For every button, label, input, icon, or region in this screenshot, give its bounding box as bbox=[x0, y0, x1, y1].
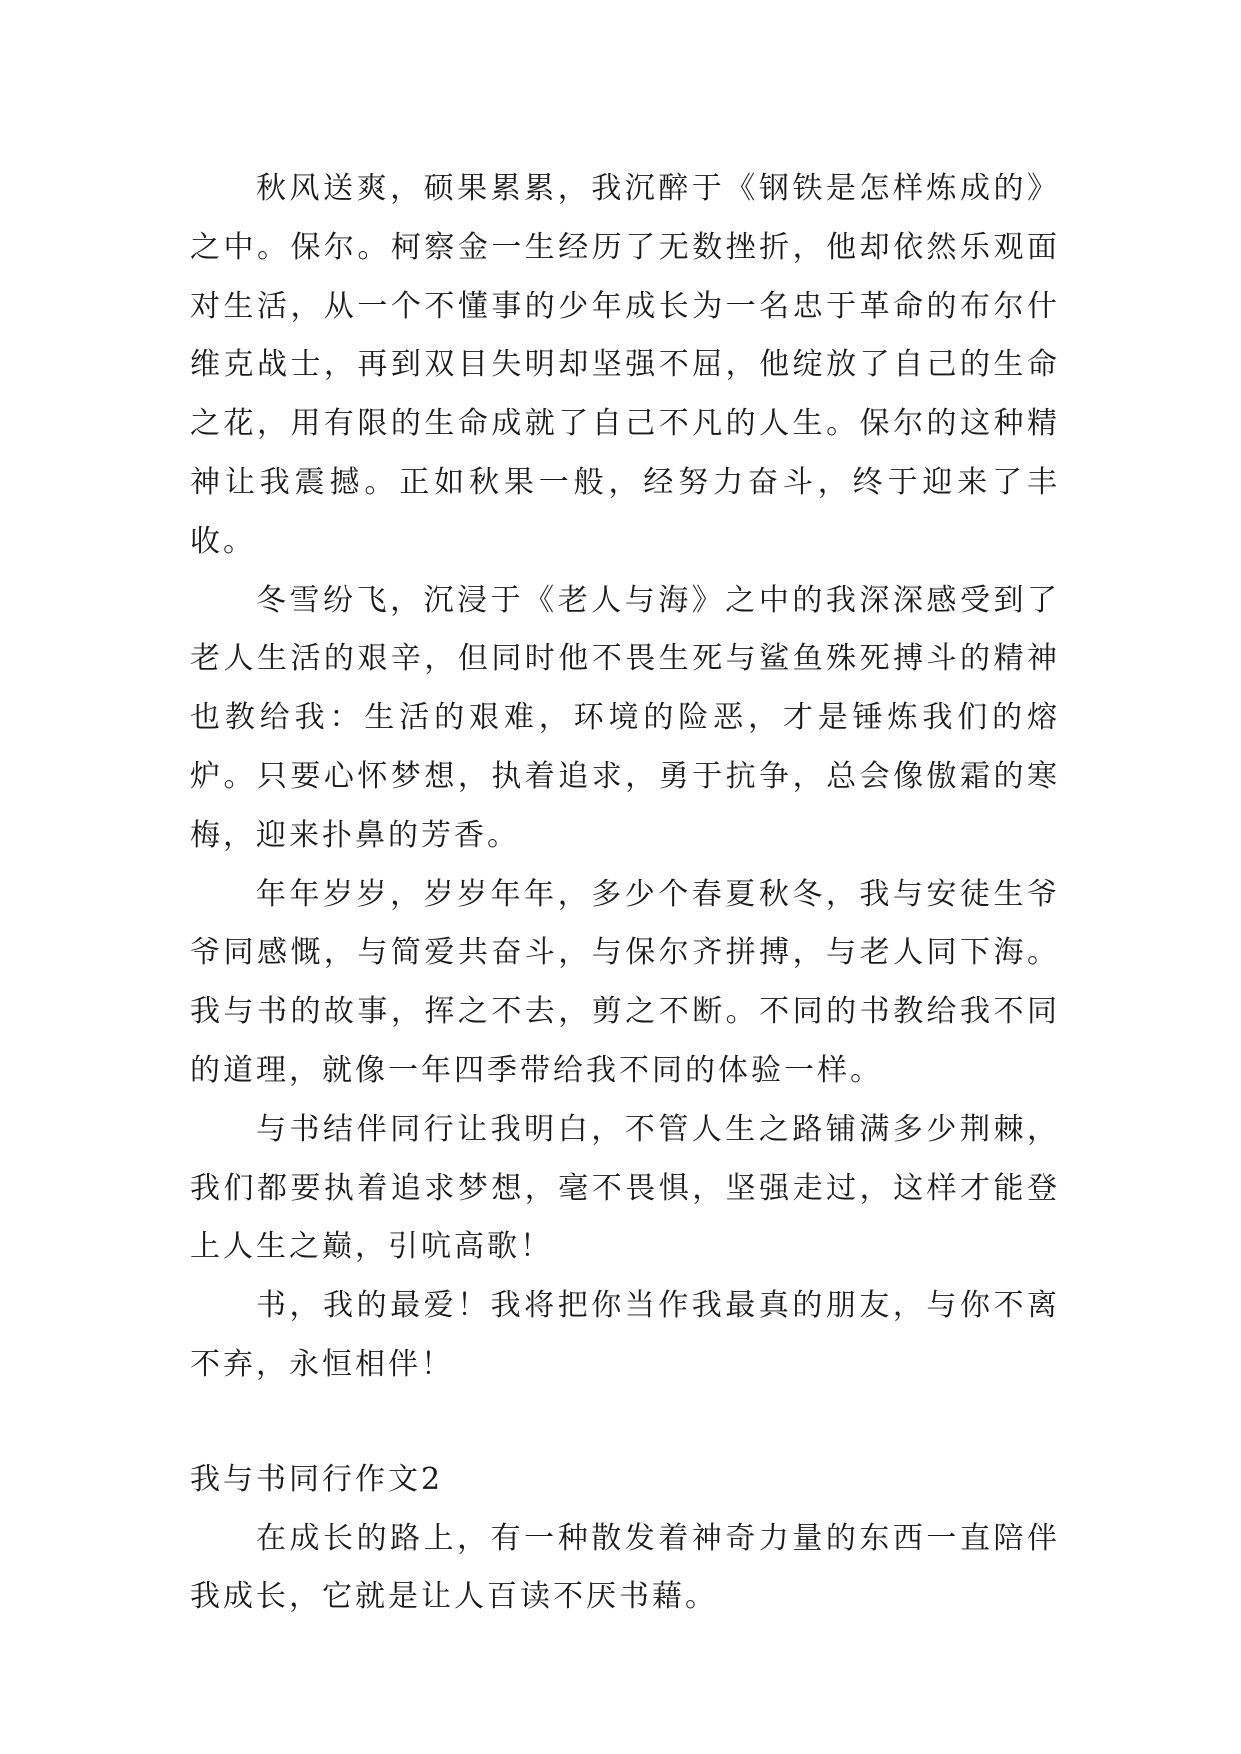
paragraph: 冬雪纷飞，沉浸于《老人与海》之中的我深深感受到了老人生活的艰辛，但同时他不畏生死与鲨鱼殊死搏斗的精神也教给我：生活的艰难，环境的险恶，才是锤炼我们的熔炉。只要心怀梦想，执着追求，勇于抗争，总会像傲霜的寒梅，迎来扑鼻的芳香。 bbox=[190, 582, 1060, 853]
paragraph: 在成长的路上，有一种散发着神奇力量的东西一直陪伴我成长，它就是让人百读不厌书藉。 bbox=[190, 1520, 1060, 1615]
paragraph: 年年岁岁，岁岁年年，多少个春夏秋冬，我与安徒生爷爷同感慨，与简爱共奋斗，与保尔齐拼搏，与老人同下海。我与书的故事，挥之不去，剪之不断。不同的书教给我不同的道理，就像一年四季带给我不同的体验一样。 bbox=[190, 876, 1060, 1088]
paragraph: 书，我的最爱！我将把你当作我最真的朋友，与你不离不弃，永恒相伴！ bbox=[190, 1288, 1060, 1382]
section-heading: 我与书同行作文2 bbox=[190, 1461, 444, 1497]
paragraph: 秋风送爽，硕果累累，我沉醉于《钢铁是怎样炼成的》之中。保尔。柯察金一生经历了无数挫折，他却依然乐观面对生活，从一个不懂事的少年成长为一名忠于革命的布尔什维克战士，再到双目失明却坚强不屈，他绽放了自己的生命之花，用有限的生命成就了自己不凡的人生。保尔的这种精神让我震撼。正如秋果一般，经努力奋斗，终于迎来了丰收。 bbox=[190, 171, 1060, 559]
document-body bbox=[190, 160, 1060, 1627]
paragraph: 与书结伴同行让我明白，不管人生之路铺满多少荆棘，我们都要执着追求梦想，毫不畏惧，坚强走过，这样才能登上人生之巅，引吭高歌！ bbox=[190, 1111, 1060, 1265]
